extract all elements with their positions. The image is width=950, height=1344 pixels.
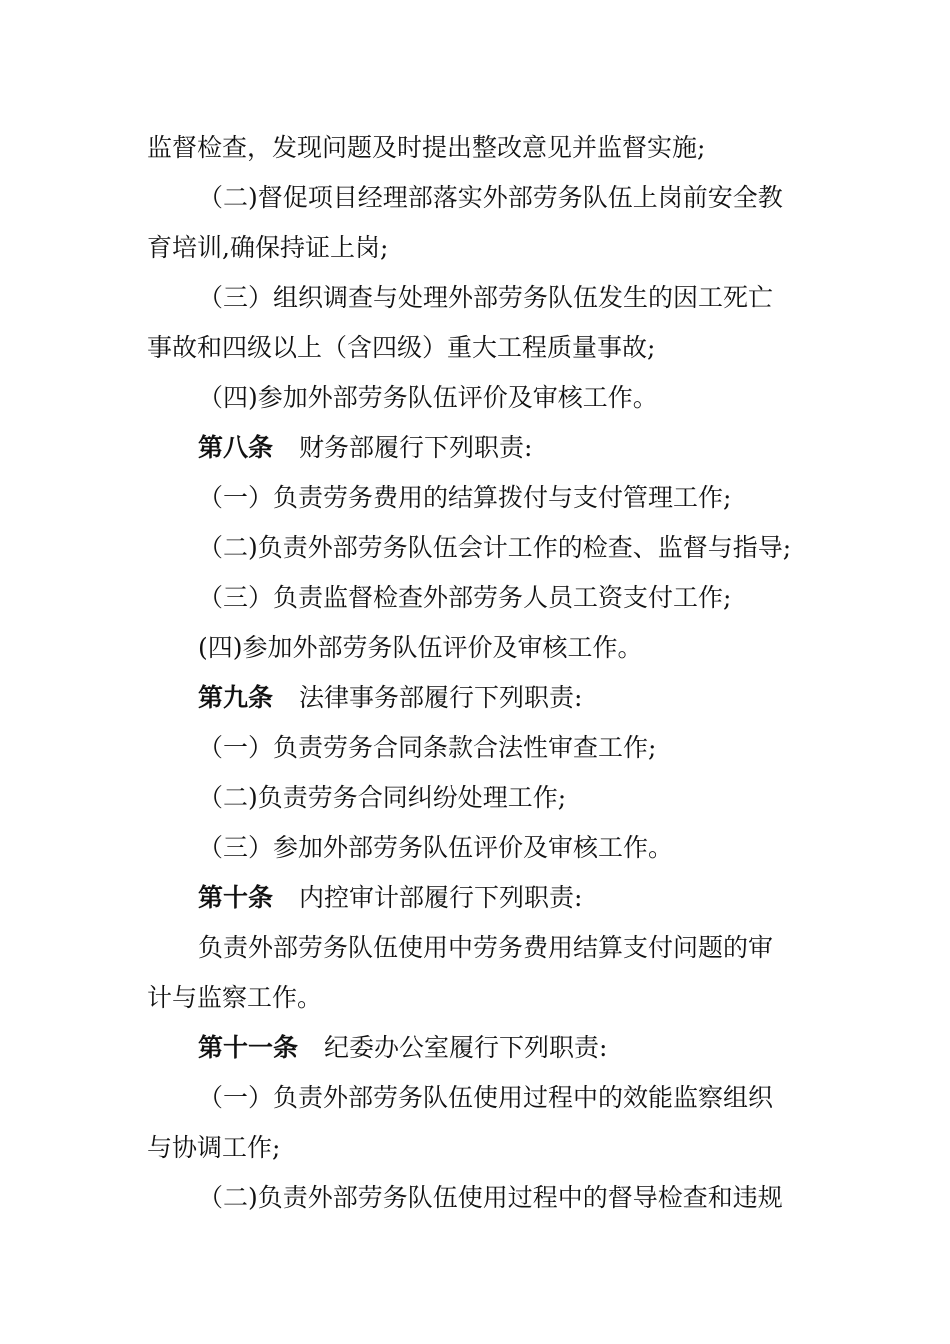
list-item: （三）参加外部劳务队伍评价及审核工作。 [198,833,674,862]
list-item: （四)参加外部劳务队伍评价及审核工作。 [198,383,658,412]
article-number: 第十一条 [198,1033,299,1062]
article-number: 第八条 [198,433,274,462]
list-item: （二)负责劳务合同纠纷处理工作; [198,783,567,812]
article-title: 纪委办公室履行下列职责: [324,1033,608,1062]
article-number: 第九条 [198,683,274,712]
article-heading [198,881,950,915]
list-item: （一）负责劳务费用的结算拨付与支付管理工作; [198,483,732,512]
article-title: 法律事务部履行下列职责: [299,683,583,712]
article-heading [198,681,950,715]
article-title: 内控审计部履行下列职责: [299,883,583,912]
list-item: （二)负责外部劳务队伍会计工作的检查、监督与指导; [198,533,792,562]
list-item: （三）组织调查与处理外部劳务队伍发生的因工死亡 [198,283,774,312]
text-line: 计与监察工作。 [147,983,323,1012]
text-line: 事故和四级以上（含四级）重大工程质量事故; [147,333,656,362]
list-item: （二)督促项目经理部落实外部劳务队伍上岗前安全教 [198,183,783,212]
article-number: 第十条 [198,883,274,912]
list-item: （一）负责劳务合同条款合法性审查工作; [198,733,657,762]
text-line: 监督检查，发现问题及时提出整改意见并监督实施; [147,133,706,162]
article-heading [198,1031,950,1065]
text-line: 育培训,确保持证上岗; [147,233,389,262]
article-title: 财务部履行下列职责: [299,433,533,462]
list-item: （一）负责外部劳务队伍使用过程中的效能监察组织 [198,1083,774,1112]
list-item: （二)负责外部劳务队伍使用过程中的督导检查和违规 [198,1183,783,1212]
text-line: 负责外部劳务队伍使用中劳务费用结算支付问题的审 [198,933,774,962]
list-item: （三）负责监督检查外部劳务人员工资支付工作; [198,583,732,612]
list-item: (四)参加外部劳务队伍评价及审核工作。 [198,633,643,662]
article-heading [198,431,950,465]
text-line: 与协调工作; [147,1133,281,1162]
